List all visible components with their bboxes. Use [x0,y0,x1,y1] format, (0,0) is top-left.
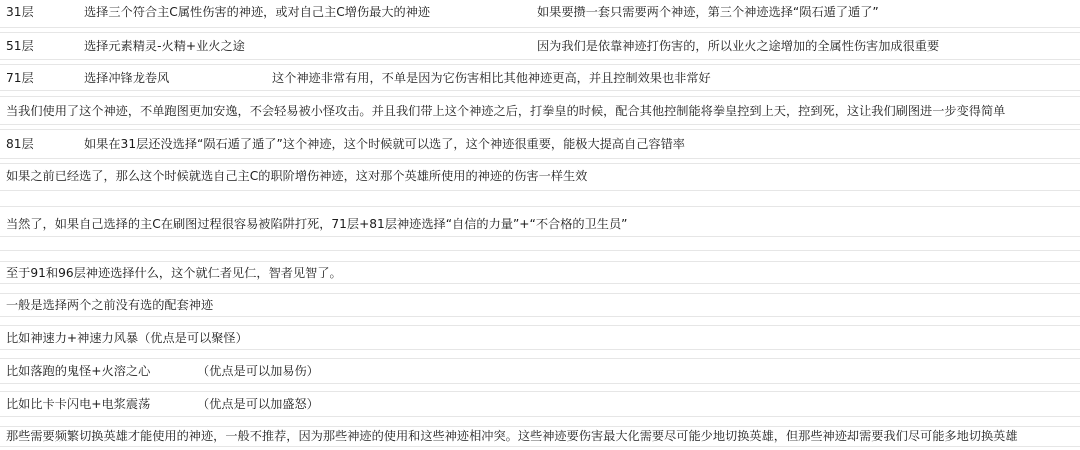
cell-floor-51-choice[interactable]: 选择元素精灵-火精+业火之途 [84,39,245,53]
row-divider [0,158,1080,159]
row-divider [0,206,1080,207]
row-divider [0,383,1080,384]
row-divider [0,32,1080,33]
row-divider [0,27,1080,28]
row-divider [0,446,1080,447]
cell-floor-31-note[interactable]: 如果要攒一套只需要两个神迹，第三个神迹选择“陨石遁了遁了” [537,5,879,19]
cell-example-2[interactable]: 比如落跑的鬼怪+火溶之心 [6,364,151,378]
row-divider [0,391,1080,392]
cell-floor-81[interactable]: 81层 [6,137,34,151]
row-divider [0,250,1080,251]
row-divider [0,316,1080,317]
cell-switching-note[interactable]: 那些需要频繁切换英雄才能使用的神迹，一般不推荐，因为那些神迹的使用和这些神迹相冲突。这些神迹要伤害最大化需要尽可能少地切换英雄，但那些神迹却需要我们尽可能多地切换英雄 [6,429,1018,443]
cell-floor-51-note[interactable]: 因为我们是依靠神迹打伤害的，所以业火之途增加的全属性伤害加成很重要 [537,39,940,53]
cell-general-advice[interactable]: 一般是选择两个之前没有选的配套神迹 [6,298,214,312]
row-divider [0,190,1080,191]
row-divider [0,261,1080,262]
cell-floor-31[interactable]: 31层 [6,5,34,19]
row-divider [0,426,1080,427]
row-divider [0,349,1080,350]
cell-example-1[interactable]: 比如神速力+神速力风暴（优点是可以聚怪） [6,331,248,345]
cell-example-2-note[interactable]: （优点是可以加易伤） [197,364,319,378]
row-divider [0,163,1080,164]
cell-example-3[interactable]: 比如比卡卡闪电+电浆震荡 [6,397,151,411]
row-divider [0,283,1080,284]
row-divider [0,325,1080,326]
row-divider [0,293,1080,294]
cell-floor-71-choice[interactable]: 选择冲锋龙卷风 [84,71,170,85]
cell-floor-51[interactable]: 51层 [6,39,34,53]
row-divider [0,129,1080,130]
row-divider [0,64,1080,65]
cell-example-3-note[interactable]: （优点是可以加盛怒） [197,397,319,411]
row-divider [0,59,1080,60]
row-divider [0,124,1080,125]
row-divider [0,236,1080,237]
cell-floor-71-note[interactable]: 这个神迹非常有用，不单是因为它伤害相比其他神迹更高，并且控制效果也非常好 [272,71,711,85]
cell-trap-note[interactable]: 当然了，如果自己选择的主C在刷图过程很容易被陷阱打死，71层+81层神迹选择“自信的力量”+“不合格的卫生员” [6,217,628,231]
row-divider [0,358,1080,359]
cell-floor-71[interactable]: 71层 [6,71,34,85]
cell-floor-91-96[interactable]: 至于91和96层神迹选择什么，这个就仁者见仁，智者见智了。 [6,266,342,280]
row-divider [0,416,1080,417]
row-divider [0,96,1080,97]
cell-floor-81-choice[interactable]: 如果在31层还没选择“陨石遁了遁了”这个神迹，这个时候就可以选了，这个神迹很重要，能极大提高自己容错率 [84,137,685,151]
cell-floor-81-alternative[interactable]: 如果之前已经选了，那么这个时候就选自己主C的职阶增伤神迹，这对那个英雄所使用的神迹的伤害一样生效 [6,169,588,183]
row-divider [0,90,1080,91]
cell-floor-71-detail[interactable]: 当我们使用了这个神迹，不单跑图更加安逸，不会轻易被小怪攻击。并且我们带上这个神迹之后，打拳皇的时候，配合其他控制能将拳皇控到上天，控到死，这让我们刷图进一步变得简单 [6,104,1006,118]
cell-floor-31-choice[interactable]: 选择三个符合主C属性伤害的神迹，或对自己主C增伤最大的神迹 [84,5,431,19]
